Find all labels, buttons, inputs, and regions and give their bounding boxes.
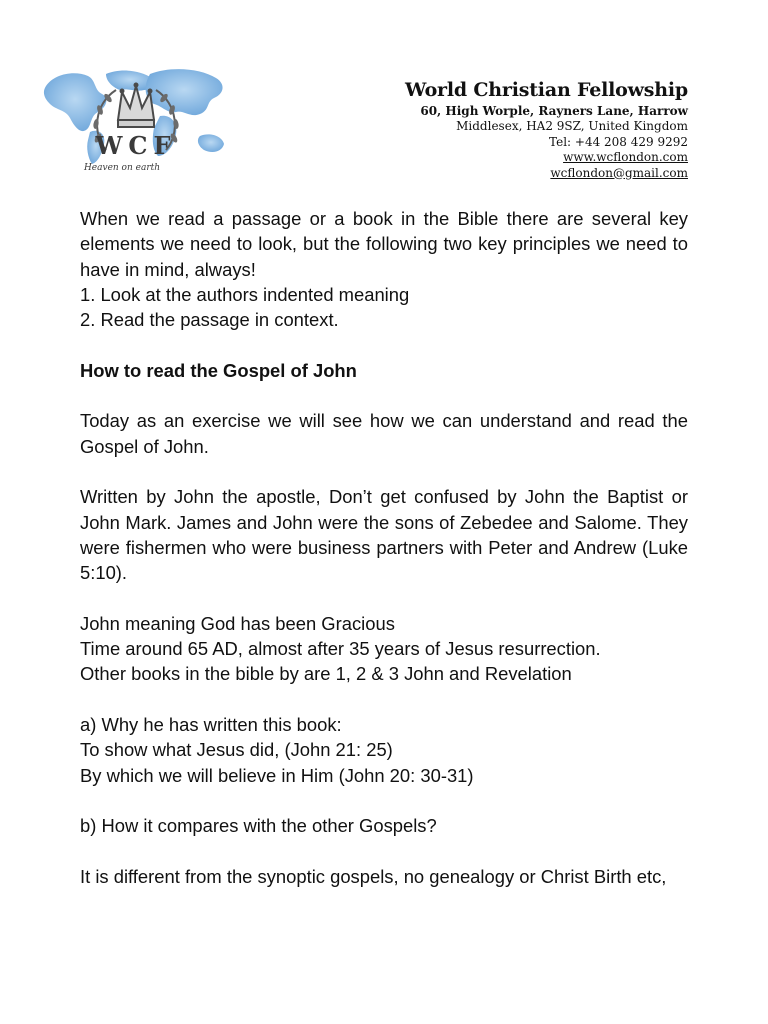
logo-tagline: Heaven on earth [83, 163, 161, 173]
address-line-1: 60, High Worple, Rayners Lane, Harrow [420, 104, 688, 118]
letterhead-address [405, 78, 688, 181]
address-line-2: Middlesex, HA2 9SZ, United Kingdom [456, 119, 688, 133]
comparison-paragraph: It is different from the synoptic gospels, no genealogy or Christ Birth etc, [80, 865, 667, 887]
section-a-line-2: By which we will believe in Him (John 20: 30-31) [80, 764, 474, 786]
section-a-title: a) Why he has written this book: [80, 713, 342, 735]
intro-paragraph: When we read a passage or a book in the Bible there are several key elements we need to look, but the following two key principles we need to have in mind, always! [80, 208, 688, 280]
other-books: Other books in the bible by are 1, 2 & 3 John and Revelation [80, 663, 572, 685]
document-body [80, 206, 688, 889]
email-link[interactable]: wcflondon@gmail.com [550, 165, 688, 180]
website-link[interactable]: www.wcflondon.com [563, 150, 688, 164]
time-period: Time around 65 AD, almost after 35 years of Jesus resurrection. [80, 638, 601, 660]
wcf-logo [40, 64, 240, 176]
name-meaning: John meaning God has been Gracious [80, 612, 395, 634]
organization-name: World Christian Fellowship [404, 79, 688, 101]
section-b-title: b) How it compares with the other Gospels? [80, 815, 437, 837]
principle-1: 1. Look at the authors indented meaning [80, 283, 410, 305]
telephone: Tel: +44 208 429 9292 [549, 134, 688, 149]
section-a-line-1: To show what Jesus did, (John 21: 25) [80, 739, 393, 761]
exercise-paragraph: Today as an exercise we will see how we can understand and read the Gospel of John. [80, 410, 688, 457]
author-paragraph: Written by John the apostle, Don’t get confused by John the Baptist or John Mark. James and John were the sons of Zebedee and Salome. They were fishermen who were business partners with Peter and Andrew (Luke 5:10). [80, 486, 688, 584]
logo-letters: WCF [95, 131, 177, 160]
section-heading: How to read the Gospel of John [80, 359, 357, 381]
world-map-crown-icon [40, 64, 240, 176]
principle-2: 2. Read the passage in context. [80, 309, 339, 331]
